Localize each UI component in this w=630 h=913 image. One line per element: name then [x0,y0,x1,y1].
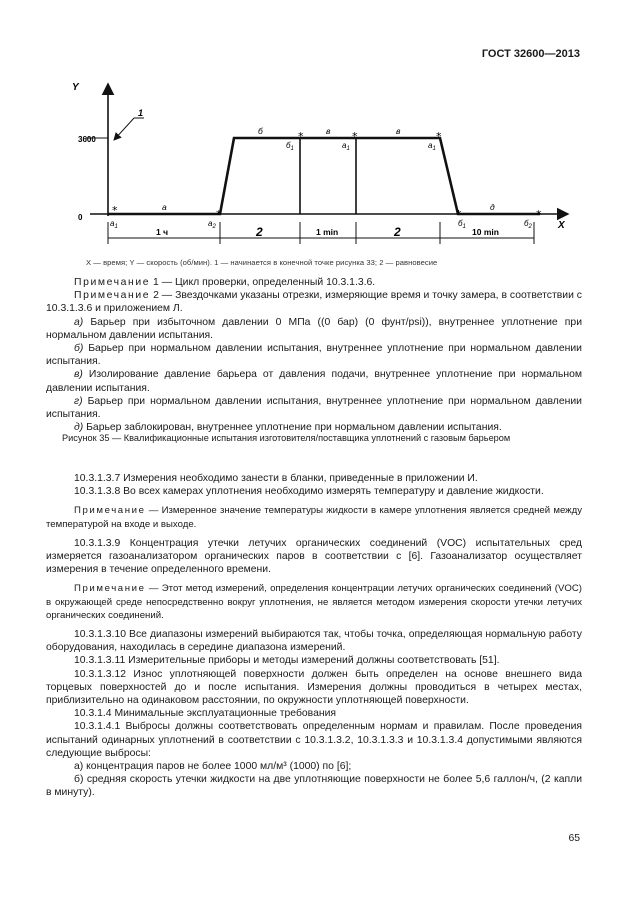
note-item-v: в) Изолирование давление барьера от давления подачи, внутреннее уплотнение при нормальном давлении испытания. [46,369,582,394]
svg-text:*: * [456,208,462,221]
interval-10min: 10 min [472,227,499,237]
svg-text:*: * [536,208,542,221]
para-10-3-1-3-10: 10.3.1.3.10 Все диапазоны измерений выбираются так, чтобы точка, определяющая нормальную работу оборудования, находилась в середине диапазона измерений. [46,629,582,654]
origin-zero: 0 [78,213,83,222]
interval-1min: 1 min [316,227,339,237]
svg-text:а1: $а_1$ [428,141,436,152]
interval-2-first: 2 [256,225,263,239]
speed-profile [108,138,540,214]
x-axis-label: X [558,220,565,231]
figure-notes [46,276,582,434]
svg-text:а1: $а_1$ [342,141,350,152]
svg-text:а2: $а_2$ [208,219,216,230]
note-item-a: а) Барьер при избыточном давлении 0 МПа ((0 бар) (0 фунт/psi)), внутреннее уплотнение при нормальном давлении испытания. [46,316,582,341]
svg-text:б2: $б_2$ [524,219,532,230]
svg-text:б1: $б_1$ [286,141,294,152]
y-value-3600: 3600 [78,135,96,144]
segment-label-b: б [258,126,263,136]
segment-label-v1: в [326,126,331,136]
para-10-3-1-3-12: 10.3.1.3.12 Износ уплотняющей поверхности должен быть определен на основе внешнего вида торцевых поверхностей до и после испытания. Измерения должны проводиться в четырех местах, приблизительно на одинаковом расстоянии, по окружности уплотняющей поверхности. [46,668,582,707]
note-item-d: д) Барьер заблокирован, внутреннее уплотнение при нормальном давлении испытания. [74,422,502,434]
note-1: Примечание 1 — Цикл проверки, определенный 10.3.1.3.6. [74,277,376,288]
svg-text:а1: $а_1$ [110,219,118,230]
para-10-3-1-3-9: 10.3.1.3.9 Концентрация утечки летучих органических соединений (VOC) испытательных сред измеряется газоанализатором органических паров в соответствии с [6]. Газоанализатор осуществляет измерения в течение определенного времени. [46,537,582,576]
y-axis-label: Y [72,82,79,93]
list-item-a: а) концентрация паров не более 1000 мл/м³ (1000) по [6]; [74,761,352,773]
standard-header: ГОСТ 32600—2013 [481,48,580,60]
segment-label-v2: в [396,126,401,136]
figure-35-diagram [60,78,580,253]
para-10-3-1-4: 10.3.1.4 Минимальные эксплуатационные требования [74,708,337,720]
note-item-g: г) Барьер при нормальном давлении испытания, внутреннее уплотнение при нормальном давлении испытания. [46,395,582,421]
note-2: Примечание 2 — Звездочками указаны отрезки, измеряющие время и точку замера, в соответствии с 10.3.1.3.6 и приложением Л. [46,290,582,315]
segment-label-d: д [490,202,495,212]
note-temperature: Примечание — Измеренное значение температуры жидкости в камере уплотнения является средней между температурой на входе и выходе. [46,505,582,530]
interval-2-second: 2 [394,225,401,239]
svg-text:*: * [298,130,304,143]
para-10-3-1-3-11: 10.3.1.3.11 Измерительные приборы и методы измерений должны соответствовать [51]. [74,655,500,667]
page-number: 65 [568,833,580,844]
callout-1: 1 [138,108,144,118]
figure-caption: Рисунок 35 — Квалификационные испытания изготовителя/поставщика уплотнений с газовым барьером [62,433,511,443]
interval-1h: 1 ч [156,227,169,237]
svg-text:*: * [352,130,358,143]
svg-text:*: * [216,208,222,221]
note-item-b: б) Барьер при нормальном давлении испытания, внутреннее уплотнение при нормальном давлении испытания. [46,343,582,368]
list-item-b: б) средняя скорость утечки жидкости на две уплотняющие поверхности не более 5,6 галлон/ч, (2 капли в минуту). [46,774,582,799]
svg-text:*: * [436,130,442,143]
body-text [46,472,582,800]
segment-label-a: а [162,202,167,212]
note-voc: Примечание — Этот метод измерений, определения концентрации летучих органических соединений (VOC) в окружающей среде непосредственно вокруг уплотнения, не является методом измерения скорости утечки летучих органических соединений. [46,583,582,621]
svg-text:б1: $б_1$ [458,219,466,230]
para-10-3-1-4-1: 10.3.1.4.1 Выбросы должны соответствовать определенным нормам и правилам. После проведения испытаний одинарных уплотнений в соответствии с 10.3.1.3.2, 10.3.1.3.3 и 10.3.1.3.4 допустимыми являются следующие выбросы: [46,721,582,759]
figure-legend: X — время; Y — скорость (об/мин). 1 — начинается в конечной точке рисунка 33; 2 — равновесие [86,258,438,267]
para-10-3-1-3-7: 10.3.1.3.7 Измерения необходимо занести в бланки, приведенные в приложении И. [74,473,478,484]
speed-time-chart [60,78,580,253]
svg-text:*: * [112,204,118,217]
para-10-3-1-3-8: 10.3.1.3.8 Во всех камерах уплотнения необходимо измерять температуру и давление жидкости. [74,486,544,498]
